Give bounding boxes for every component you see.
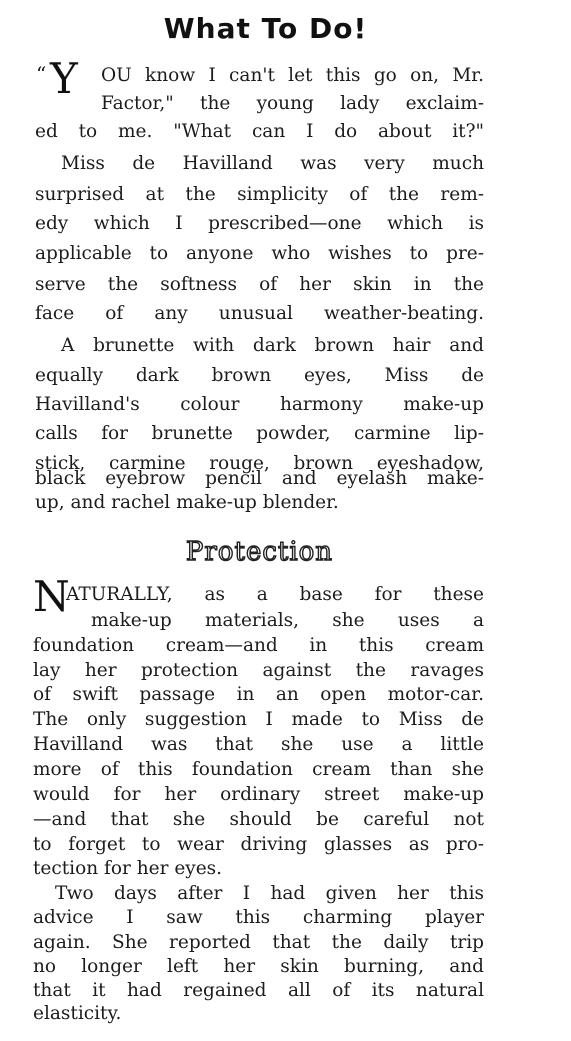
intro-line-8: serve the softness of her skin in the: [35, 274, 484, 295]
protection-line-7: Havilland was that she use a little: [33, 734, 484, 755]
intro-line-11: equally dark brown eyes, Miss de: [35, 365, 484, 386]
protection-line-13: Two days after I had given her this: [55, 883, 484, 904]
protection-line-16: no longer left her skin burning, and: [33, 956, 484, 977]
protection-line-1: ATURALLY, as a base for these: [66, 584, 484, 605]
intro-line-1: OU know I can't let this go on, Mr.: [101, 65, 484, 86]
intro-line-15: black eyebrow pencil and eyelash make-: [35, 468, 484, 489]
intro-line-16: up, and rachel make-up blender.: [35, 492, 339, 513]
intro-line-6: edy which I prescribed—one which is: [35, 213, 484, 234]
protection-line-10: —and that she should be careful not: [33, 809, 484, 830]
protection-line-3: foundation cream—and in this cream: [33, 635, 484, 656]
intro-line-13: calls for brunette powder, carmine lip-: [35, 423, 484, 444]
protection-line-17: that it had regained all of its natural: [33, 980, 484, 1001]
dropcap-n: N: [33, 572, 70, 621]
protection-line-5: of swift passage in an open motor-car.: [33, 684, 484, 705]
intro-line-14: stick, carmine rouge, brown eyeshadow,: [35, 453, 484, 474]
intro-line-9: face of any unusual weather-beating.: [35, 303, 484, 324]
protection-line-14: advice I saw this charming player: [33, 907, 484, 928]
protection-line-8: more of this foundation cream than she: [33, 759, 484, 780]
intro-line-5: surprised at the simplicity of the rem-: [35, 184, 484, 205]
protection-line-6: The only suggestion I made to Miss de: [33, 709, 484, 730]
intro-line-10: A brunette with dark brown hair and: [61, 335, 484, 356]
open-quote-mark: “: [36, 62, 47, 86]
protection-line-4: lay her protection against the ravages: [33, 660, 484, 681]
protection-line-11: to forget to wear driving glasses as pro-: [33, 834, 484, 855]
dropcap-y: Y: [50, 54, 78, 103]
intro-line-7: applicable to anyone who wishes to pre-: [35, 243, 484, 264]
protection-line-15: again. She reported that the daily trip: [33, 932, 484, 953]
intro-line-4: Miss de Havilland was very much: [61, 153, 484, 174]
intro-line-2: Factor," the young lady exclaim-: [101, 93, 484, 114]
protection-line-12: tection for her eyes.: [33, 858, 223, 879]
subheading: Protection: [185, 537, 334, 567]
protection-line-9: would for her ordinary street make-up: [33, 784, 484, 805]
protection-line-2: make-up materials, she uses a: [91, 610, 484, 631]
article-heading: What To Do!: [163, 12, 368, 45]
protection-line-18: elasticity.: [33, 1003, 122, 1024]
intro-line-3: ed to me. "What can I do about it?": [35, 121, 484, 142]
intro-line-12: Havilland's colour harmony make-up: [35, 394, 484, 415]
